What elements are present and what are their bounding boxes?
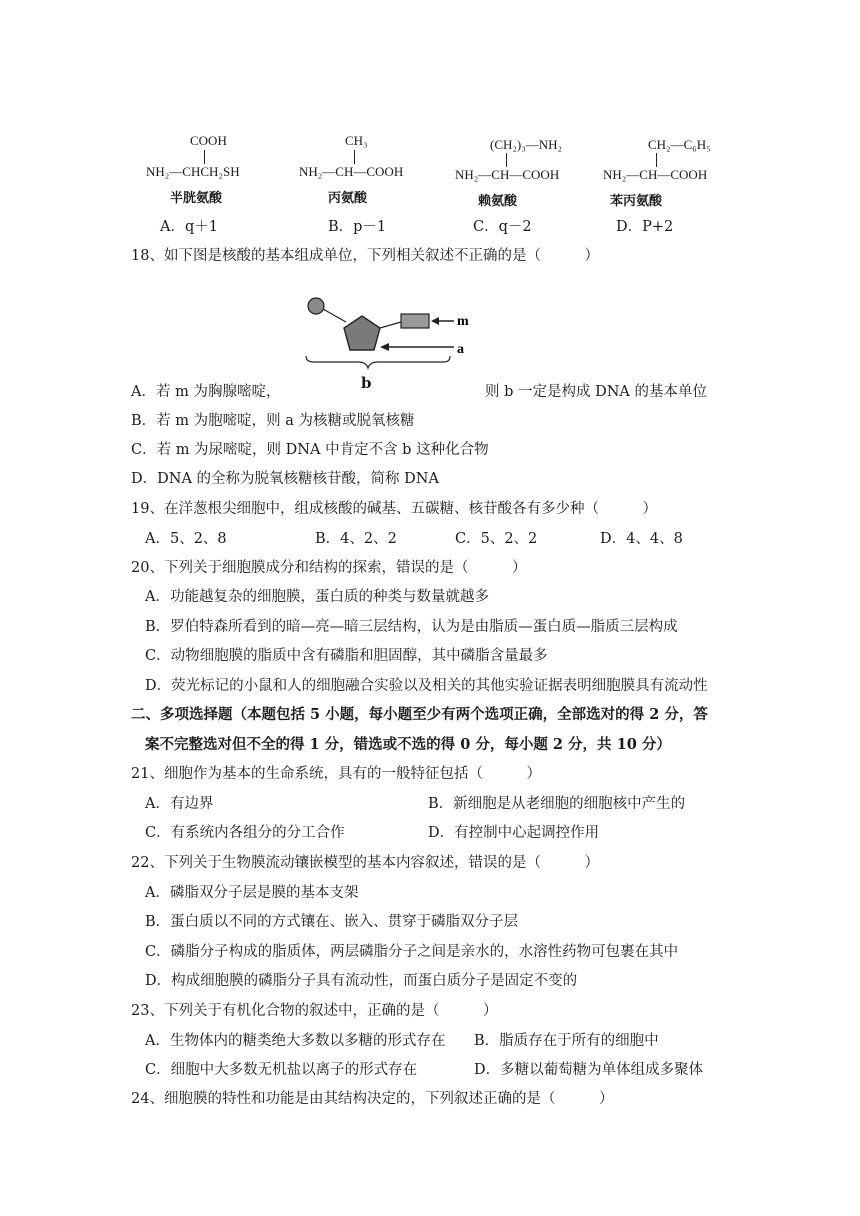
pentose-sugar-icon	[344, 316, 380, 350]
nucleotide-diagram	[300, 292, 480, 370]
structure-name: 赖氨酸	[478, 194, 518, 209]
structure-bottom: NH₂—CH—COOH	[455, 167, 560, 182]
q23-option-c: C．细胞中大多数无机盐以离子的形式存在	[145, 1062, 418, 1078]
phosphate-icon	[308, 298, 324, 314]
q21-option-b: B．新细胞是从老细胞的细胞核中产生的	[428, 796, 686, 812]
q20-option-a: A．功能越复杂的细胞膜，蛋白质的种类与数量就越多	[145, 589, 489, 605]
q21-stem: 21、细胞作为基本的生命系统，具有的一般特征包括（ ）	[131, 766, 541, 782]
structure-name: 苯丙氨酸	[610, 194, 663, 209]
bond-line	[656, 153, 657, 167]
structure-top: COOH	[190, 133, 227, 148]
q24-stem: 24、细胞膜的特性和功能是由其结构决定的，下列叙述正确的是（ ）	[131, 1091, 614, 1107]
structure-bottom: NH₂—CH—COOH	[299, 164, 404, 179]
q19-option-c: C．5、2、2	[455, 531, 538, 547]
structure-bottom: NH₂—CH—COOH	[603, 167, 708, 182]
brace-icon	[306, 356, 450, 368]
q23-option-d: D．多糖以葡萄糖为单体组成多聚体	[474, 1062, 704, 1078]
q21-option-d: D．有控制中心起调控作用	[428, 825, 600, 841]
q17-option-b: B．p－1	[328, 219, 387, 235]
q18-option-c: C．若 m 为尿嘧啶，则 DNA 中肯定不含 b 这种化合物	[131, 442, 489, 458]
q20-option-c: C．动物细胞膜的脂质中含有磷脂和胆固醇，其中磷脂含量最多	[145, 648, 548, 664]
label-a: a	[457, 342, 464, 357]
q22-option-c: C．磷脂分子构成的脂质体，两层磷脂分子之间是亲水的，水溶性药物可包裹在其中	[145, 944, 679, 960]
base-icon	[401, 314, 429, 328]
structure-name: 半胱氨酸	[170, 191, 223, 206]
q23-option-b: B．脂质存在于所有的细胞中	[474, 1033, 659, 1049]
arrow-icon	[380, 343, 389, 351]
structure-top: CH₂—C₆H₅	[648, 137, 711, 152]
structure-bottom: NH₂—CHCH₂SH	[146, 164, 240, 179]
structure-name: 丙氨酸	[328, 191, 368, 206]
q20-option-b: B．罗伯特森所看到的暗—亮—暗三层结构，认为是由脂质—蛋白质—脂质三层构成	[145, 619, 678, 635]
q21-option-c: C．有系统内各组分的分工合作	[145, 825, 345, 841]
q19-option-d: D．4、4、8	[600, 531, 683, 547]
q22-option-b: B．蛋白质以不同的方式镶在、嵌入、贯穿于磷脂双分子层	[145, 914, 519, 930]
q20-stem: 20、下列关于细胞膜成分和结构的探索，错误的是（ ）	[131, 560, 527, 576]
section-heading: 二、多项选择题（本题包括 5 小题，每小题至少有两个选项正确，全部选对的得 2 分，答	[131, 706, 708, 723]
q22-stem: 22、下列关于生物膜流动镶嵌模型的基本内容叙述，错误的是（ ）	[131, 855, 599, 871]
q17-option-c: C．q－2	[473, 219, 532, 235]
bond-line	[354, 150, 355, 164]
q22-option-d: D．构成细胞膜的磷脂分子具有流动性，而蛋白质分子是固定不变的	[145, 973, 578, 989]
q20-option-d: D．荧光标记的小鼠和人的细胞融合实验以及相关的其他实验证据表明细胞膜具有流动性	[145, 678, 708, 694]
label-m: m	[457, 314, 469, 329]
q19-option-a: A．5、2、8	[145, 531, 227, 547]
q23-stem: 23、下列关于有机化合物的叙述中，正确的是（ ）	[131, 1003, 498, 1019]
arrow-icon	[431, 317, 439, 325]
q18-option-d: D．DNA 的全称为脱氧核糖核苷酸，简称 DNA	[131, 471, 439, 487]
q18-option-b: B．若 m 为胞嘧啶，则 a 为核糖或脱氧核糖	[131, 413, 415, 429]
label-b: b	[361, 374, 372, 392]
q18-option-a-right: 则 b 一定是构成 DNA 的基本单位	[485, 384, 708, 400]
q21-option-a: A．有边界	[145, 796, 214, 812]
section-heading-cont: 案不完整选对但不全的得 1 分，错选或不选的得 0 分，每小题 2 分，共 10 分）	[145, 736, 671, 753]
q22-option-a: A．磷脂双分子层是膜的基本支架	[145, 885, 359, 901]
bond-line	[506, 153, 507, 167]
structure-top: CH₃	[345, 133, 368, 148]
q23-option-a: A．生物体内的糖类绝大多数以多糖的形式存在	[145, 1033, 446, 1049]
q17-option-a: A．q＋1	[160, 219, 218, 235]
q19-stem: 19、在洋葱根尖细胞中，组成核酸的碱基、五碳糖、核苷酸各有多少种（ ）	[131, 501, 657, 517]
structure-top: (CH₂)₃—NH₂	[490, 137, 563, 152]
q17-option-d: D．P+2	[616, 219, 674, 235]
bond-line	[204, 150, 205, 164]
q19-option-b: B．4、2、2	[315, 531, 397, 547]
q18-stem: 18、如下图是核酸的基本组成单位，下列相关叙述不正确的是（ ）	[131, 248, 599, 264]
q18-option-a-left: A．若 m 为胸腺嘧啶，	[131, 384, 281, 400]
